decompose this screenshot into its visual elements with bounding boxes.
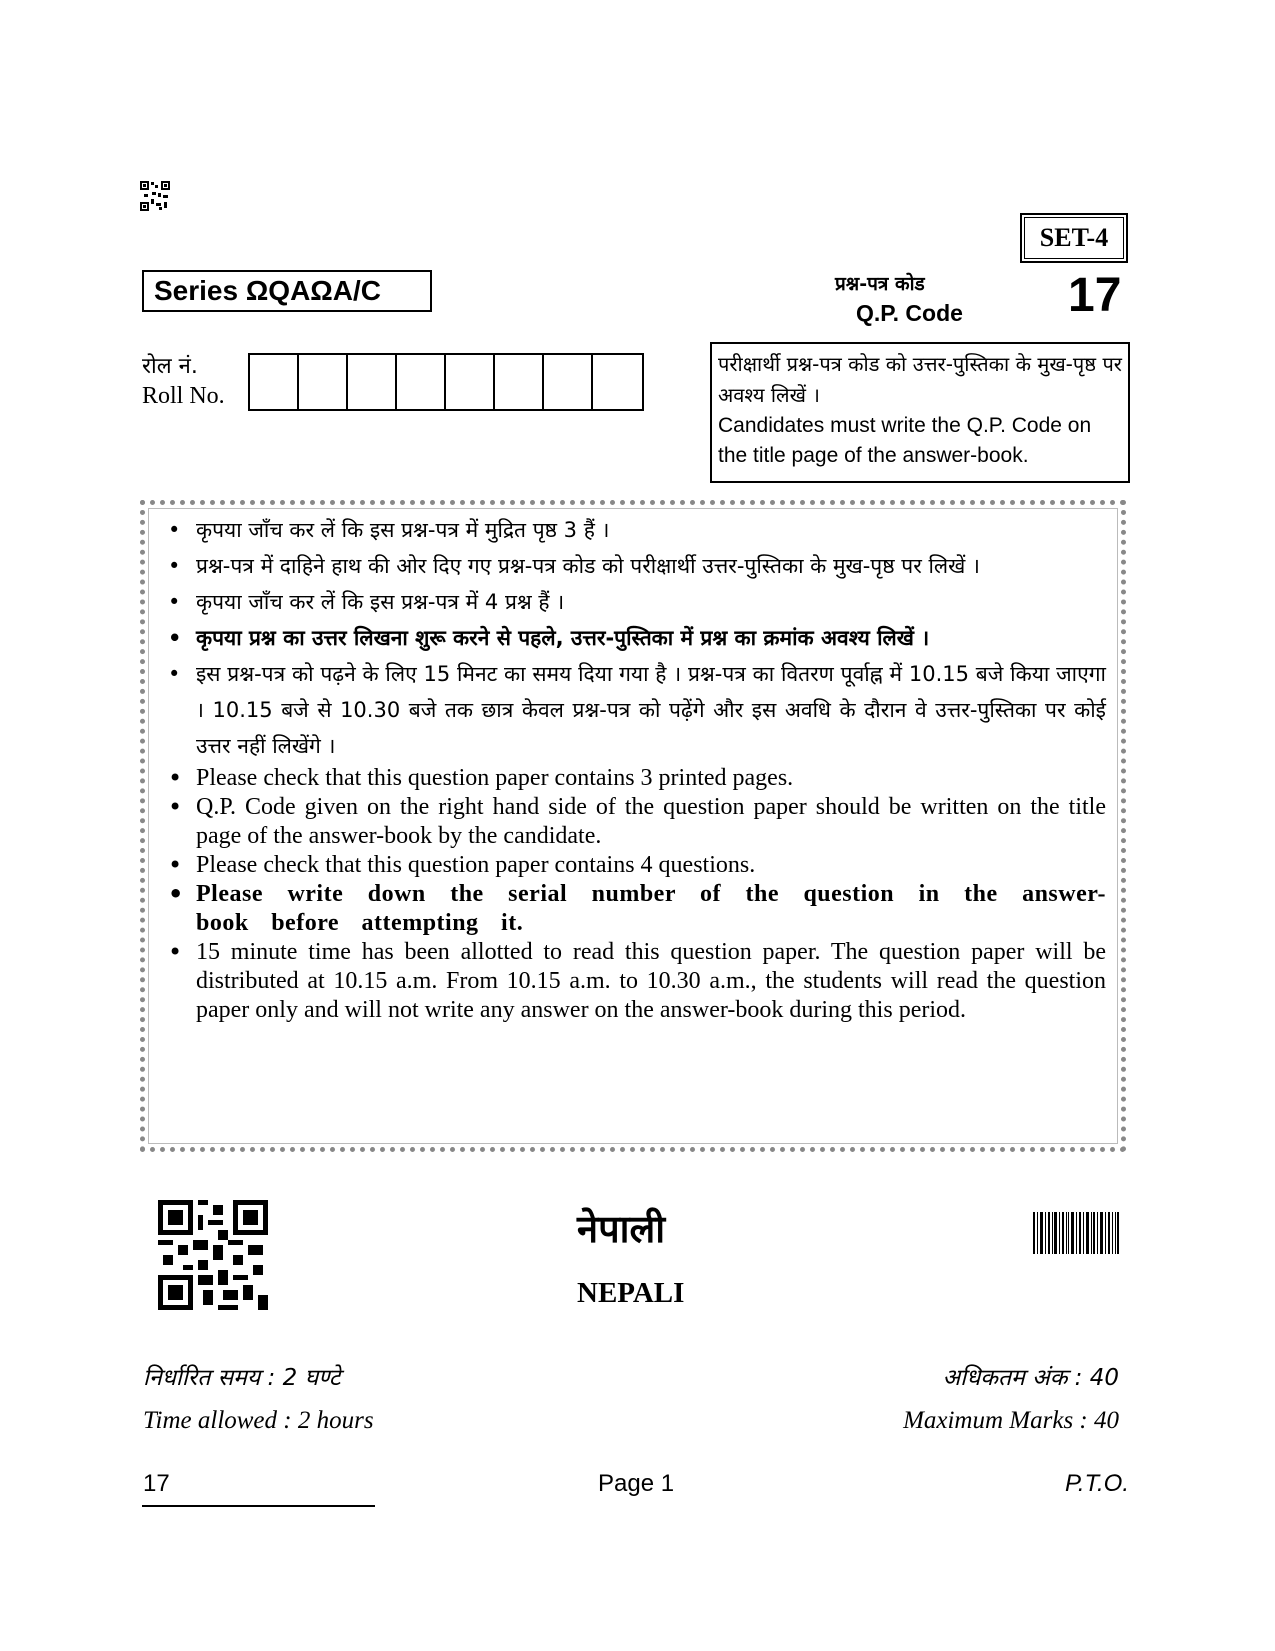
bullet: • [168, 851, 183, 879]
barcode-icon [1033, 1212, 1119, 1254]
bullet: • [168, 590, 181, 614]
set-label-box [1020, 213, 1128, 263]
roll-label-hindi: रोल नं. [142, 354, 198, 379]
roll-digit-box[interactable] [299, 355, 348, 409]
set-label: SET-4 [1024, 217, 1124, 259]
bullet: • [168, 938, 183, 966]
roll-digit-box[interactable] [593, 355, 642, 409]
instruction-item: • Q.P. Code given on the right hand side of the question paper should be written on the title page of the answer-book by the candidate. [168, 793, 1106, 849]
notice-text: Candidates must write the Q.P. Code on the title page of the answer-book. [718, 414, 1092, 467]
instruction-item: • कृपया प्रश्न का उत्तर लिखना शुरू करने से पहले, उत्तर-पुस्तिका में प्रश्न का क्रमांक अवश्य लिखें । [160, 620, 1106, 656]
time-allowed: Time allowed : 2 hours [143, 1407, 374, 1434]
qp-code-value: 17 [1068, 269, 1122, 322]
instruction-item: • प्रश्न-पत्र में दाहिने हाथ की ओर दिए गए प्रश्न-पत्र कोड को परीक्षार्थी उत्तर-पुस्तिका के मुख-पृष्ठ पर लिखें । [160, 548, 1106, 584]
roll-number-boxes[interactable] [248, 353, 644, 411]
qp-code-notice [710, 342, 1130, 483]
qp-code-label: Q.P. Code [856, 300, 963, 326]
notice-text-hindi: परीक्षार्थी प्रश्न-पत्र कोड को उत्तर-पुस्तिका के मुख-पृष्ठ पर अवश्य लिखें । [718, 352, 1122, 407]
time-allowed-hindi: निर्धारित समय : 2 घण्टे [143, 1365, 341, 1391]
instructions-list [160, 512, 1106, 1025]
page-number: Page 1 [598, 1470, 675, 1497]
roll-digit-box[interactable] [348, 355, 397, 409]
footer-code: 17 [143, 1470, 170, 1497]
maximum-marks-hindi: अधिकतम अंक : 40 [942, 1365, 1119, 1391]
roll-digit-box[interactable] [495, 355, 544, 409]
qr-code-small-icon [140, 181, 170, 211]
subject-title: NEPALI [577, 1277, 685, 1309]
instruction-item: • 15 minute time has been allotted to read this question paper. The question paper will be distributed at 10.15 a.m. From 10.15 a.m. to 10.30 a.m., the students will read the question paper only and will not write any answer on the answer-book during this period. [168, 938, 1106, 1023]
roll-label: Roll No. [142, 383, 225, 409]
qr-code-icon [158, 1200, 268, 1310]
roll-digit-box[interactable] [250, 355, 299, 409]
roll-digit-box[interactable] [446, 355, 495, 409]
bullet: • [168, 554, 181, 578]
roll-digit-box[interactable] [397, 355, 446, 409]
qp-code-label-hindi: प्रश्न-पत्र कोड [835, 273, 925, 295]
instruction-item: • कृपया जाँच कर लें कि इस प्रश्न-पत्र में 4 प्रश्न हैं । [160, 584, 1106, 620]
bullet: • [168, 518, 181, 542]
subject-title-hindi: नेपाली [577, 1207, 666, 1251]
bullet: • [168, 662, 181, 686]
bullet: • [168, 764, 183, 792]
instruction-item: • Please write down the serial number of the question in the answer-book before attempting it. [168, 880, 1106, 936]
instruction-item: • Please check that this question paper contains 4 questions. [168, 851, 756, 879]
bullet: • [168, 880, 184, 908]
instruction-item: • कृपया जाँच कर लें कि इस प्रश्न-पत्र में मुद्रित पृष्ठ 3 हैं । [160, 512, 1106, 548]
bullet: • [168, 793, 183, 821]
roll-digit-box[interactable] [544, 355, 593, 409]
footer-divider [142, 1505, 375, 1507]
instruction-item: • इस प्रश्न-पत्र को पढ़ने के लिए 15 मिनट का समय दिया गया है । प्रश्न-पत्र का वितरण पूर्वाह्न में 10.15 बजे किया जाएगा । 10.15 बजे से 10.30 बजे तक छात्र केवल प्रश्न-पत्र को पढ़ेंगे और इस अवधि के दौरान वे उत्तर-पुस्तिका पर कोई उत्तर नहीं लिखेंगे । [160, 656, 1106, 764]
maximum-marks: Maximum Marks : 40 [903, 1407, 1119, 1434]
pto-label: P.T.O. [1064, 1470, 1129, 1497]
instruction-item: • Please check that this question paper contains 3 printed pages. [168, 764, 794, 792]
bullet: • [168, 626, 182, 650]
series-label: Series ΩQAΩA/C [142, 270, 432, 312]
